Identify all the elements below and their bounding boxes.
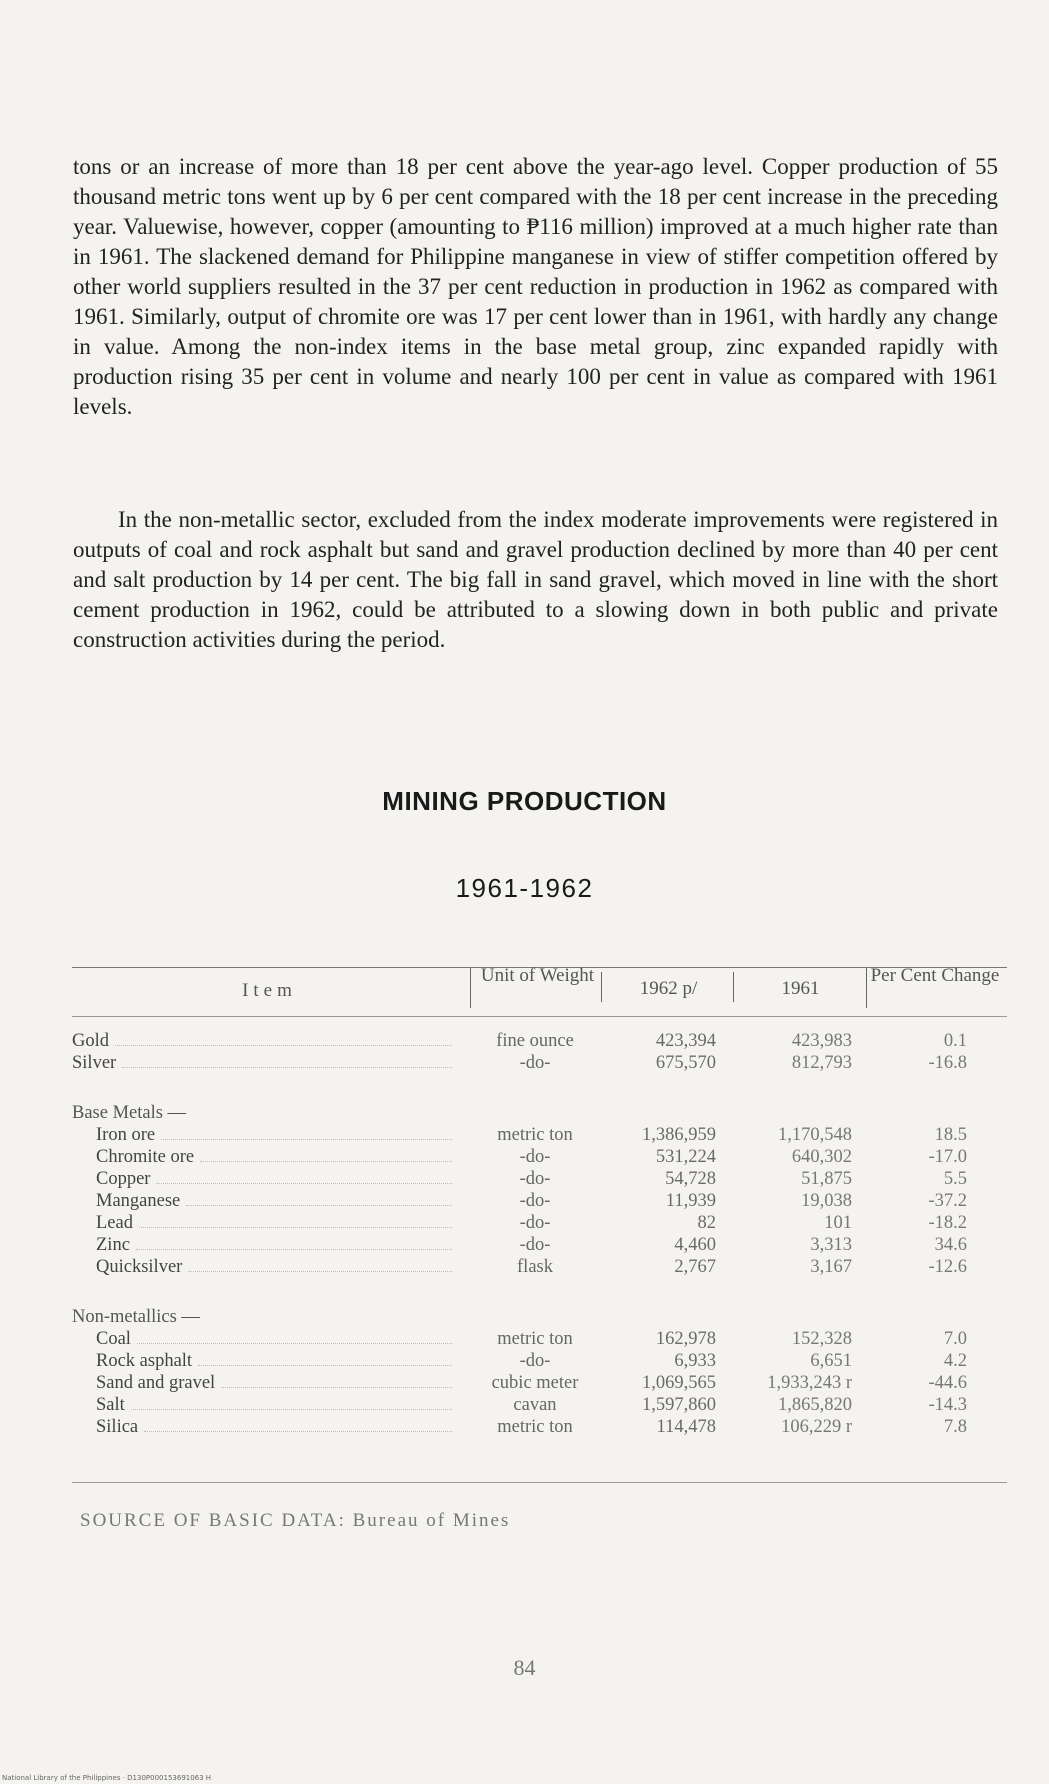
item-name-cell: [72, 1052, 452, 1074]
percent-change-cell: -12.6: [928, 1257, 967, 1277]
leader-dots: [221, 1387, 452, 1388]
table-row: [0, 1416, 1049, 1438]
value-1962-cell: 1,386,959: [642, 1125, 716, 1145]
unit-cell: metric ton: [497, 1125, 573, 1145]
value-1962-cell: 1,597,860: [642, 1395, 716, 1415]
row-spacer: [0, 1278, 1049, 1306]
table-row: [0, 1212, 1049, 1234]
item-name: Rock asphalt: [96, 1351, 193, 1371]
table-row: [0, 1146, 1049, 1168]
item-name: Chromite ore: [96, 1147, 195, 1167]
value-1961-cell: 3,313: [810, 1235, 852, 1255]
value-1961-cell: 812,793: [791, 1053, 852, 1073]
value-1961-cell: 423,983: [791, 1031, 852, 1051]
leader-dots: [115, 1045, 452, 1046]
table-row: [0, 1190, 1049, 1212]
value-1962-cell: 162,978: [655, 1329, 716, 1349]
unit-cell: cubic meter: [491, 1373, 579, 1393]
value-1961-cell: 19,038: [801, 1191, 852, 1211]
unit-cell: fine ounce: [496, 1031, 574, 1051]
item-name-cell: [96, 1328, 452, 1350]
percent-change-cell: 7.8: [943, 1417, 967, 1437]
item-name: Gold: [72, 1031, 109, 1051]
paragraph-2: In the non-metallic sector, excluded from the index moderate improvements were registered in outputs of coal and rock asphalt but sand and gravel production declined by more than 40 per cent and salt production by 14 per cent. The big fall in sand gravel, which moved in line with the short cement production in 1962, could be attributed to a slowing down in both public and private construction activities during the period.: [73, 507, 998, 652]
value-1961-cell: 1,933,243 r: [767, 1373, 852, 1393]
unit-cell: -do-: [519, 1351, 551, 1371]
percent-change-cell: -44.6: [928, 1373, 967, 1393]
leader-dots: [144, 1431, 452, 1432]
unit-cell: -do-: [519, 1169, 551, 1189]
value-1961-cell: 3,167: [810, 1257, 852, 1277]
percent-change-cell: 0.1: [943, 1031, 967, 1051]
paragraph-1: tons or an increase of more than 18 per cent above the year-ago level. Copper production of 55 thousand metric tons went up by 6 per cent compared with the 18 per cent increase in the preceding year. Valuewise, however, copper (amounting to ₱116 million) improved at a much higher rate than in 1961. The slackened demand for Philippine manganese in view of stiffer competition offered by other world suppliers resulted in the 37 per cent reduction in production in 1962 as compared with 1961. Similarly, output of chromite ore was 17 per cent lower than in 1961, with hardly any change in value. Among the non-index items in the base metal group, zinc expanded rapidly with production rising 35 per cent in volume and nearly 100 per cent in value as compared with 1961 levels.: [73, 154, 998, 419]
header-item: Item: [242, 980, 297, 1001]
value-1961-cell: 51,875: [801, 1169, 852, 1189]
item-name: Quicksilver: [96, 1257, 183, 1277]
percent-change-cell: -17.0: [928, 1147, 967, 1167]
item-name: Silver: [72, 1053, 117, 1073]
source-note: SOURCE OF BASIC DATA: Bureau of Mines: [80, 1510, 511, 1531]
unit-cell: -do-: [519, 1053, 551, 1073]
table-subtitle: 1961-1962: [455, 873, 594, 903]
item-name-cell: [72, 1030, 452, 1052]
table-row: [0, 1030, 1049, 1052]
unit-cell: metric ton: [497, 1329, 573, 1349]
item-name: Salt: [96, 1395, 125, 1415]
item-name-cell: [96, 1190, 452, 1212]
leader-dots: [122, 1067, 452, 1068]
row-spacer: [0, 1074, 1049, 1102]
header-divider: [866, 968, 867, 1008]
leader-dots: [137, 1343, 452, 1344]
group-label: [72, 1306, 452, 1328]
unit-cell: -do-: [519, 1191, 551, 1211]
value-1961-cell: 1,170,548: [778, 1125, 852, 1145]
item-name-cell: [96, 1212, 452, 1234]
table-row: [0, 1394, 1049, 1416]
item-name-cell: [96, 1394, 452, 1416]
header-unit: Unit of Weight: [480, 965, 595, 986]
item-name: Sand and gravel: [96, 1373, 216, 1393]
value-1961-cell: 152,328: [791, 1329, 852, 1349]
unit-cell: flask: [517, 1257, 553, 1277]
table-bottom-rule: [72, 1482, 1007, 1483]
percent-change-cell: 18.5: [934, 1125, 967, 1145]
table-header-rule: [72, 1016, 1007, 1017]
item-name-cell: [96, 1168, 452, 1190]
item-name: Lead: [96, 1213, 133, 1233]
value-1961-cell: 101: [824, 1213, 852, 1233]
item-name: Zinc: [96, 1235, 130, 1255]
value-1962-cell: 675,570: [655, 1053, 716, 1073]
leader-dots: [136, 1249, 452, 1250]
header-percent-change: Per Cent Change: [870, 965, 1000, 986]
value-1962-cell: 54,728: [665, 1169, 716, 1189]
header-1962: 1962 p/: [639, 978, 698, 999]
table-row: [0, 1328, 1049, 1350]
table-group-row: [0, 1306, 1049, 1328]
header-divider: [470, 968, 471, 1008]
item-name: Manganese: [96, 1191, 181, 1211]
leader-dots: [200, 1161, 452, 1162]
value-1961-cell: 1,865,820: [778, 1395, 852, 1415]
group-label-text: Base Metals —: [72, 1103, 187, 1123]
percent-change-cell: -37.2: [928, 1191, 967, 1211]
unit-cell: -do-: [519, 1147, 551, 1167]
leader-dots: [131, 1409, 452, 1410]
leader-dots: [198, 1365, 452, 1366]
item-name: Silica: [96, 1417, 139, 1437]
table-group-row: [0, 1102, 1049, 1124]
percent-change-cell: -18.2: [928, 1213, 967, 1233]
header-1961: 1961: [781, 978, 820, 999]
unit-cell: -do-: [519, 1235, 551, 1255]
value-1962-cell: 11,939: [665, 1191, 716, 1211]
scan-footer: National Library of the Philippines · D130P000153691063 H: [2, 1774, 212, 1782]
item-name-cell: [96, 1350, 452, 1372]
unit-cell: cavan: [513, 1395, 557, 1415]
header-divider: [601, 972, 602, 1002]
item-name-cell: [96, 1372, 452, 1394]
table-row: [0, 1234, 1049, 1256]
unit-cell: metric ton: [497, 1417, 573, 1437]
item-name: Coal: [96, 1329, 131, 1349]
percent-change-cell: 7.0: [943, 1329, 967, 1349]
table-title: MINING PRODUCTION: [382, 786, 667, 816]
value-1961-cell: 640,302: [791, 1147, 852, 1167]
value-1962-cell: 2,767: [674, 1257, 716, 1277]
percent-change-cell: 34.6: [934, 1235, 967, 1255]
group-label: [72, 1102, 452, 1124]
table-row: [0, 1350, 1049, 1372]
table-row: [0, 1052, 1049, 1074]
item-name: Iron ore: [96, 1125, 156, 1145]
value-1962-cell: 4,460: [674, 1235, 716, 1255]
percent-change-cell: 5.5: [943, 1169, 967, 1189]
item-name-cell: [96, 1234, 452, 1256]
percent-change-cell: -16.8: [928, 1053, 967, 1073]
value-1962-cell: 114,478: [656, 1417, 716, 1437]
item-name-cell: [96, 1124, 452, 1146]
header-divider: [733, 972, 734, 1002]
item-name-cell: [96, 1416, 452, 1438]
value-1961-cell: 6,651: [810, 1351, 852, 1371]
table-row: [0, 1256, 1049, 1278]
table-body: [0, 1030, 1049, 1438]
leader-dots: [161, 1139, 452, 1140]
leader-dots: [186, 1205, 452, 1206]
percent-change-cell: 4.2: [943, 1351, 967, 1371]
leader-dots: [188, 1271, 452, 1272]
item-name-cell: [96, 1146, 452, 1168]
unit-cell: -do-: [519, 1213, 551, 1233]
table-row: [0, 1124, 1049, 1146]
leader-dots: [139, 1227, 452, 1228]
value-1962-cell: 423,394: [655, 1031, 716, 1051]
table-row: [0, 1168, 1049, 1190]
value-1962-cell: 82: [697, 1213, 716, 1233]
value-1962-cell: 6,933: [674, 1351, 716, 1371]
value-1962-cell: 1,069,565: [642, 1373, 716, 1393]
table-row: [0, 1372, 1049, 1394]
value-1962-cell: 531,224: [655, 1147, 716, 1167]
page-number: 84: [513, 1655, 536, 1680]
value-1961-cell: 106,229 r: [781, 1417, 852, 1437]
item-name-cell: [96, 1256, 452, 1278]
group-label-text: Non-metallics —: [72, 1307, 200, 1327]
item-name: Copper: [96, 1169, 151, 1189]
leader-dots: [156, 1183, 452, 1184]
percent-change-cell: -14.3: [928, 1395, 967, 1415]
